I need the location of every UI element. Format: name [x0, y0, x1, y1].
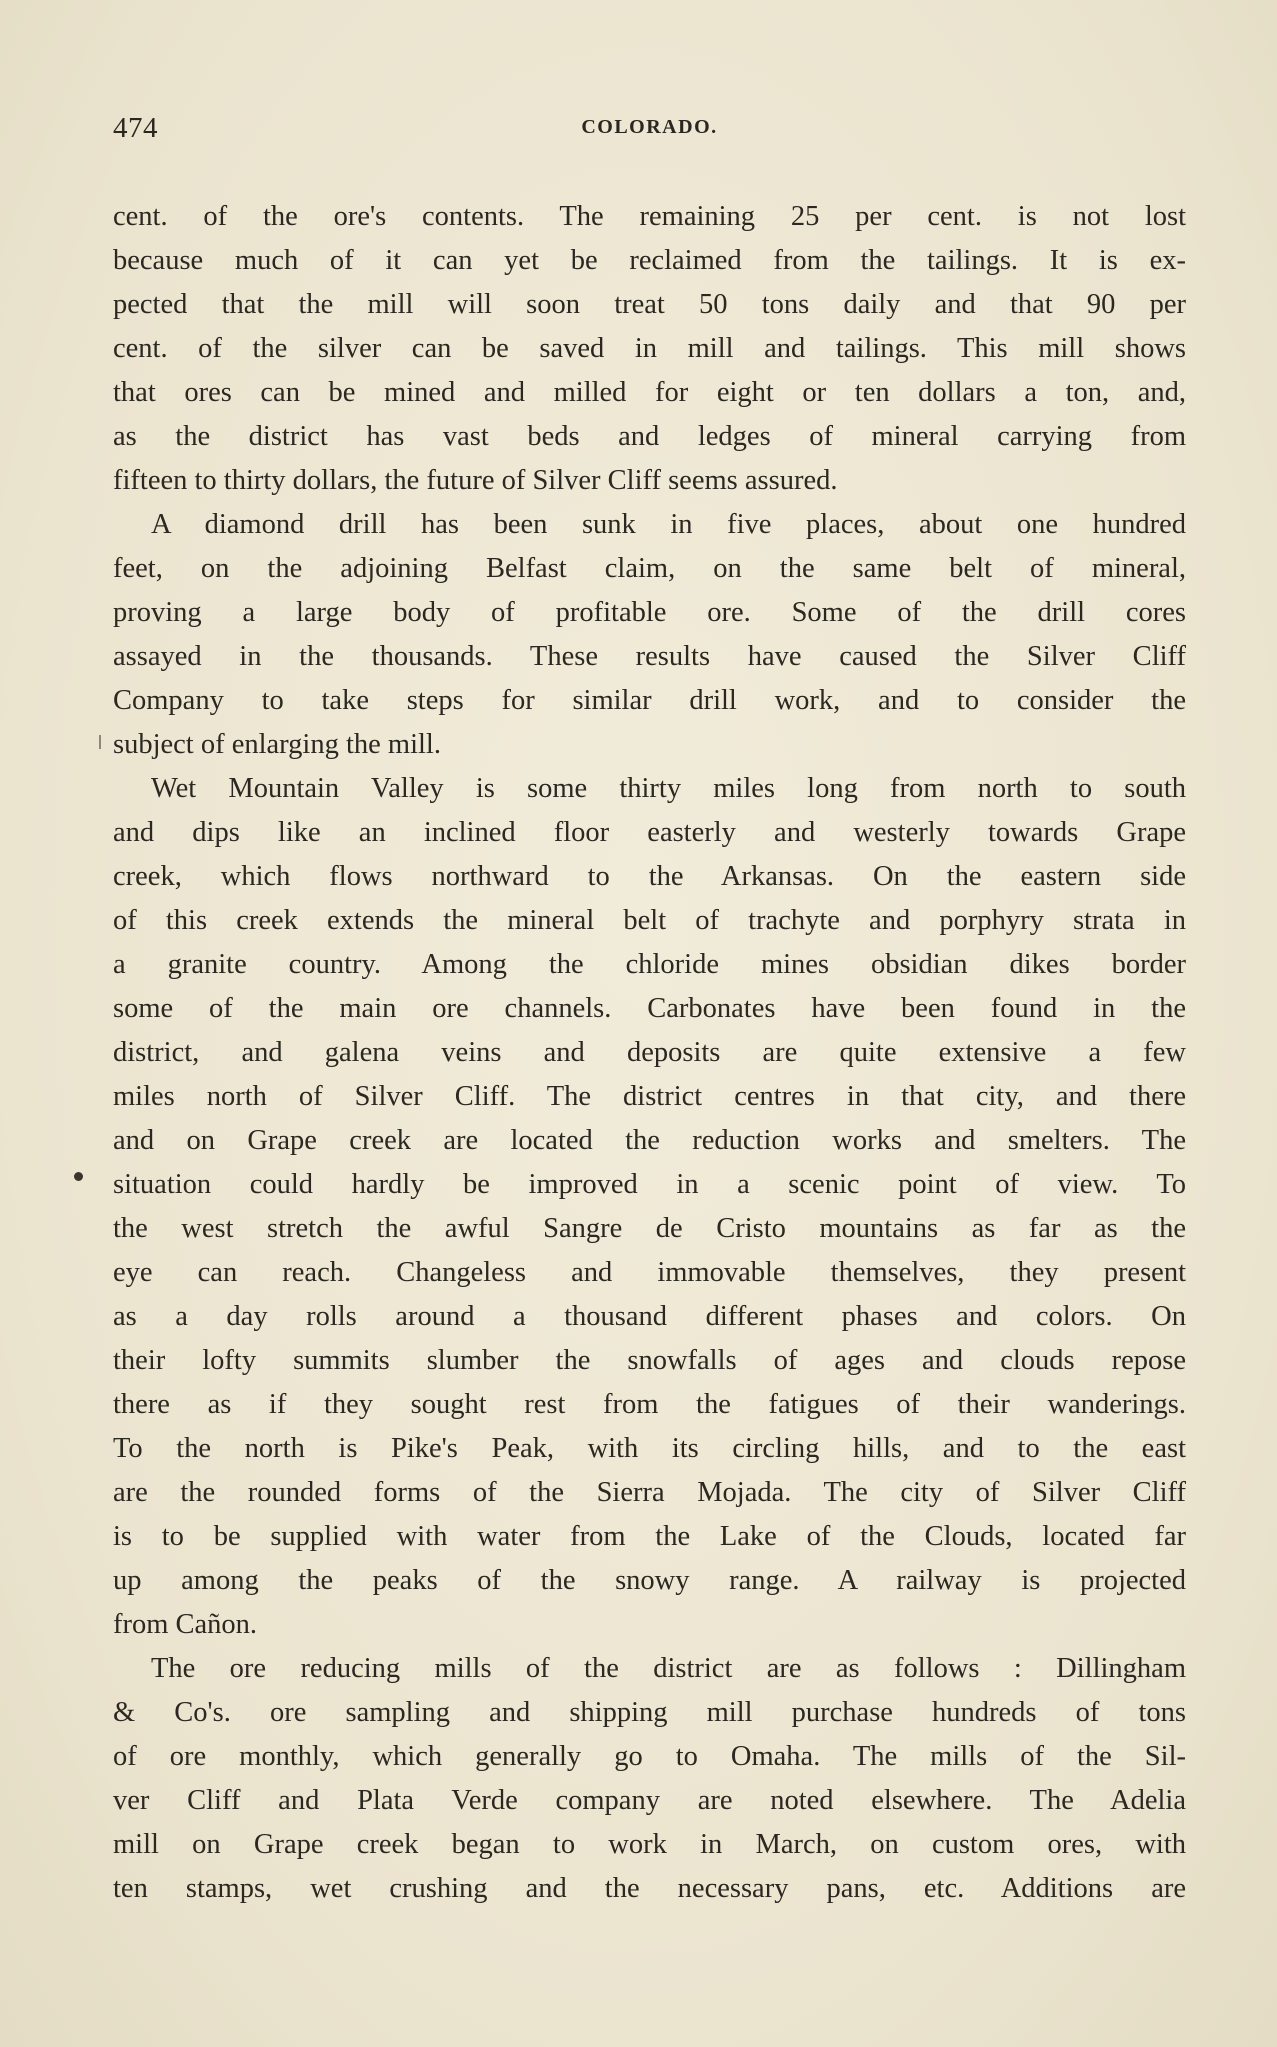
text-line: subject of enlarging the mill.: [113, 729, 441, 760]
text-line: up among the peaks of the snowy range. A railway is projected: [113, 1565, 1186, 1596]
text-line: cent. of the silver can be saved in mill and tailings. This mill shows: [113, 333, 1186, 364]
text-line: fifteen to thirty dollars, the future of Silver Cliff seems assured.: [113, 465, 838, 496]
text-line: creek, which flows northward to the Arkansas. On the eastern side: [113, 861, 1186, 892]
text-line: their lofty summits slumber the snowfalls of ages and clouds repose: [113, 1345, 1186, 1376]
text-line: & Co's. ore sampling and shipping mill purchase hundreds of tons: [113, 1697, 1186, 1728]
running-head: COLORADO.: [581, 116, 718, 138]
paragraph-start: Wet Mountain Valley is some thirty miles long from north to south: [151, 773, 1186, 804]
text-line: that ores can be mined and milled for eight or ten dollars a ton, and,: [113, 377, 1186, 408]
text-line: ten stamps, wet crushing and the necessary pans, etc. Additions are: [113, 1873, 1186, 1904]
text-line: some of the main ore channels. Carbonates have been found in the: [113, 993, 1186, 1024]
text-line: Company to take steps for similar drill work, and to consider the: [113, 685, 1186, 716]
text-line: To the north is Pike's Peak, with its circling hills, and to the east: [113, 1433, 1186, 1464]
paragraph-start: A diamond drill has been sunk in five places, about one hundred: [151, 509, 1186, 540]
text-line: and dips like an inclined floor easterly and westerly towards Grape: [113, 817, 1186, 848]
text-line: because much of it can yet be reclaimed from the tailings. It is ex-: [113, 245, 1186, 276]
text-line: proving a large body of profitable ore. Some of the drill cores: [113, 597, 1186, 628]
text-line: mill on Grape creek began to work in March, on custom ores, with: [113, 1829, 1186, 1860]
text-line: pected that the mill will soon treat 50 tons daily and that 90 per: [113, 289, 1186, 320]
text-line: of ore monthly, which generally go to Omaha. The mills of the Sil-: [113, 1741, 1186, 1772]
text-line: district, and galena veins and deposits are quite extensive a few: [113, 1037, 1186, 1068]
margin-dot-mark: [74, 1172, 83, 1181]
text-line: from Cañon.: [113, 1609, 258, 1640]
text-line: is to be supplied with water from the Lake of the Clouds, located far: [113, 1521, 1186, 1552]
text-line: miles north of Silver Cliff. The district centres in that city, and there: [113, 1081, 1186, 1112]
text-line: ver Cliff and Plata Verde company are noted elsewhere. The Adelia: [113, 1785, 1186, 1816]
text-line: cent. of the ore's contents. The remaining 25 per cent. is not lost: [113, 201, 1186, 232]
text-line: and on Grape creek are located the reduction works and smelters. The: [113, 1125, 1186, 1156]
text-line: the west stretch the awful Sangre de Cristo mountains as far as the: [113, 1213, 1186, 1244]
margin-tick-mark: [99, 735, 101, 749]
text-line: of this creek extends the mineral belt of trachyte and porphyry strata in: [113, 905, 1186, 936]
page-header: [113, 112, 1186, 152]
body-text: [113, 195, 1186, 1911]
text-line: feet, on the adjoining Belfast claim, on the same belt of mineral,: [113, 553, 1186, 584]
text-line: as the district has vast beds and ledges of mineral carrying from: [113, 421, 1186, 452]
text-line: a granite country. Among the chloride mines obsidian dikes border: [113, 949, 1186, 980]
text-line: assayed in the thousands. These results have caused the Silver Cliff: [113, 641, 1186, 672]
text-line: situation could hardly be improved in a scenic point of view. To: [113, 1169, 1186, 1200]
paragraph-start: The ore reducing mills of the district are as follows : Dillingham: [151, 1653, 1186, 1684]
text-line: are the rounded forms of the Sierra Mojada. The city of Silver Cliff: [113, 1477, 1186, 1508]
text-line: there as if they sought rest from the fatigues of their wanderings.: [113, 1389, 1186, 1420]
text-line: eye can reach. Changeless and immovable themselves, they present: [113, 1257, 1186, 1288]
text-line: as a day rolls around a thousand different phases and colors. On: [113, 1301, 1186, 1332]
page-number: 474: [113, 112, 158, 144]
